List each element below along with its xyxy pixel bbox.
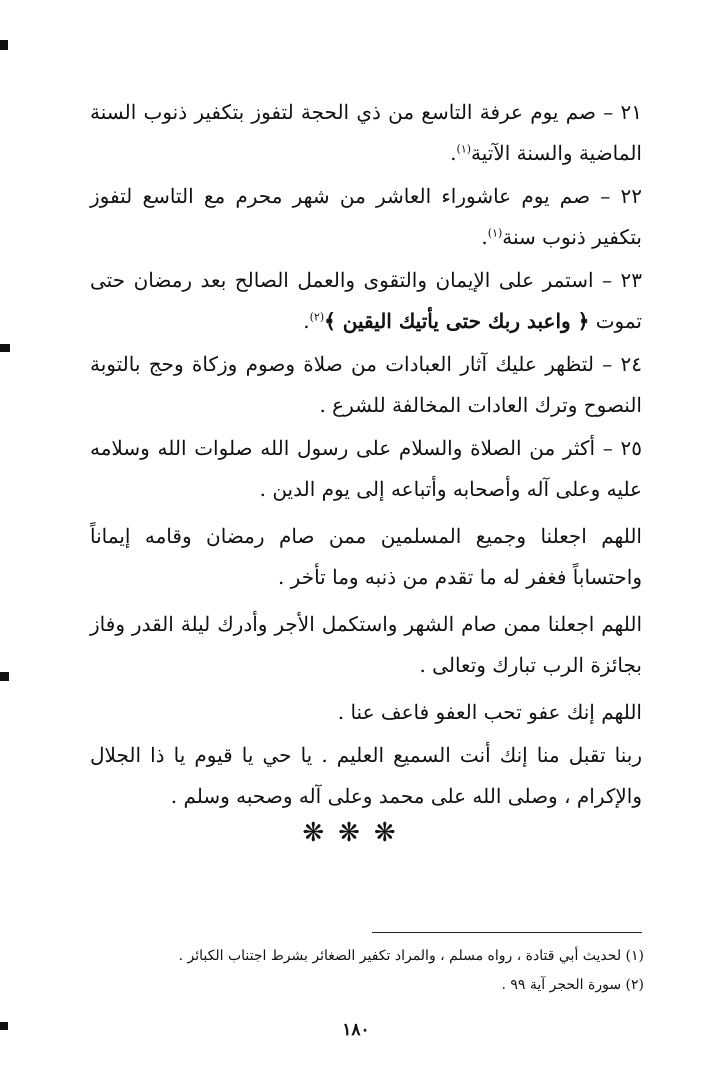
paragraph-item-24: ٢٤ – لتظهر عليك آثار العبادات من صلاة وصوم وزكاة وحج بالتوبة النصوح وترك العادات المخالفة للشرع . [90, 352, 642, 417]
quran-quote: ﴿ واعبد ربك حتى يأتيك اليقين ﴾ [324, 309, 590, 333]
main-text [90, 92, 642, 819]
page-number: ١٨٠ [342, 1020, 370, 1040]
footnote-rule [372, 932, 642, 933]
scan-mark [0, 672, 9, 681]
paragraph-item-23: ٢٣ – استمر على الإيمان والتقوى والعمل الصالح بعد رمضان حتى تموت ﴿ واعبد ربك حتى يأتيك اليقين ﴾$^{(٢)}$. [90, 268, 642, 333]
paragraph-item-25: ٢٥ – أكثر من الصلاة والسلام على رسول الله صلوات الله وسلامه عليه وعلى آله وأصحابه وأتباعه إلى يوم الدين . [90, 436, 642, 501]
scan-mark [0, 344, 10, 352]
footnote-ref: (٢) [309, 310, 325, 324]
paragraph-item-21: ٢١ – صم يوم عرفة التاسع من ذي الحجة لتفوز بتكفير ذنوب السنة الماضية والسنة الآتية$^{(١)}$. [90, 100, 642, 165]
footnote-ref: (١) [487, 226, 503, 240]
section-separator: ❋❋❋ [302, 818, 410, 848]
dua-paragraph: اللهم اجعلنا وجميع المسلمين ممن صام رمضان وقامه إيماناً واحتساباً فغفر له ما تقدم من ذنبه وما تأخر . [90, 524, 642, 589]
scan-mark [0, 40, 8, 50]
footnote-ref: (١) [456, 142, 472, 156]
footnotes [140, 942, 644, 1000]
dua-paragraph: اللهم إنك عفو تحب العفو فاعف عنا . [337, 700, 642, 724]
dua-paragraph: ربنا تقبل منا إنك أنت السميع العليم . يا حي يا قيوم يا ذا الجلال والإكرام ، وصلى الله على محمد وعلى آله وصحبه وسلم . [90, 743, 642, 808]
footnote-item: (٢) سورة الحجر آية ٩٩ . [501, 977, 644, 993]
footnote-item: (١) لحديث أبي قتادة ، رواه مسلم ، والمراد تكفير الصغائر بشرط اجتناب الكبائر . [178, 948, 644, 964]
paragraph-item-22: ٢٢ – صم يوم عاشوراء العاشر من شهر محرم مع التاسع لتفوز بتكفير ذنوب سنة$^{(١)}$. [90, 184, 642, 249]
dua-paragraph: اللهم اجعلنا ممن صام الشهر واستكمل الأجر وأدرك ليلة القدر وفاز بجائزة الرب تبارك وتعالى . [90, 612, 642, 677]
